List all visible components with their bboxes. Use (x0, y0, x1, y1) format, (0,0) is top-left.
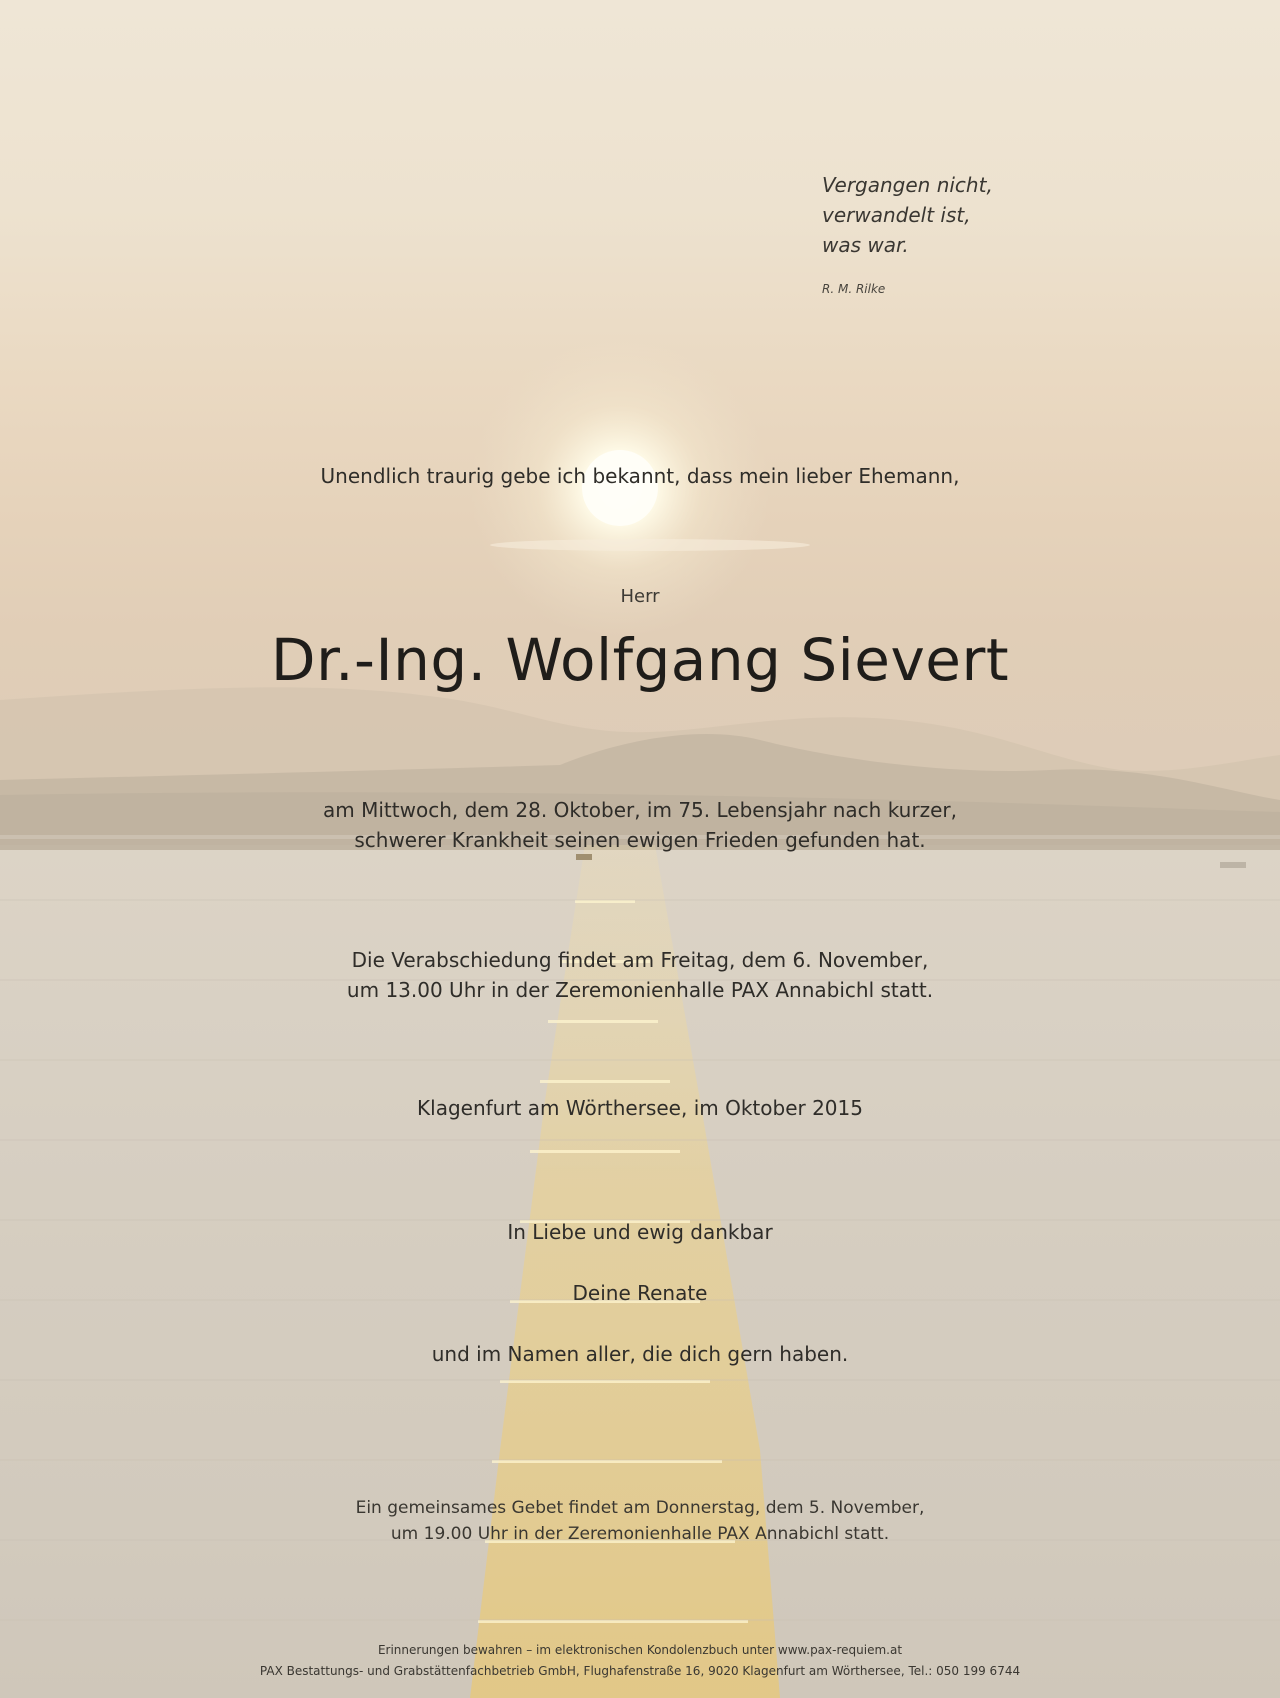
rilke-quote (822, 170, 1122, 304)
footer (0, 1640, 1280, 1682)
love-text: In Liebe und ewig dankbar (507, 1220, 773, 1244)
passing-text (0, 795, 1280, 855)
farewell-line: Die Verabschiedung findet am Freitag, dem 6. November, (351, 948, 929, 972)
prayer-line: Ein gemeinsames Gebet findet am Donnerstag, dem 5. November, (355, 1498, 925, 1518)
footer-condolence-line: Erinnerungen bewahren – im elektronischen Kondolenzbuch unter www.pax-requiem.at (377, 1643, 903, 1657)
place-date: Klagenfurt am Wörthersee, im Oktober 2015 (417, 1096, 863, 1120)
footer-address-line: PAX Bestattungs- und Grabstättenfachbetrieb GmbH, Flughafenstraße 16, 9020 Klagenfurt am Wörthersee, Tel.: 050 199 6744 (259, 1664, 1021, 1678)
salutation: Herr (620, 586, 660, 607)
quote-author: R. M. Rilke (822, 282, 886, 296)
deceased-name: Dr.-Ing. Wolfgang Sievert (270, 626, 1010, 694)
others-text: und im Namen aller, die dich gern haben. (431, 1342, 849, 1366)
quote-line: verwandelt ist, (822, 203, 971, 227)
quote-line: was war. (822, 233, 909, 257)
passing-line: am Mittwoch, dem 28. Oktober, im 75. Lebensjahr nach kurzer, (323, 798, 957, 822)
quote-line: Vergangen nicht, (822, 173, 993, 197)
intro-text: Unendlich traurig gebe ich bekannt, dass mein lieber Ehemann, (320, 464, 960, 488)
prayer-text (0, 1495, 1280, 1547)
signature: Deine Renate (572, 1281, 708, 1305)
passing-line: schwerer Krankheit seinen ewigen Frieden gefunden hat. (354, 828, 926, 852)
farewell-line: um 13.00 Uhr in der Zeremonienhalle PAX Annabichl statt. (346, 978, 934, 1002)
prayer-line: um 19.00 Uhr in der Zeremonienhalle PAX Annabichl statt. (390, 1524, 890, 1544)
farewell-text (0, 945, 1280, 1005)
boat (1220, 862, 1246, 868)
